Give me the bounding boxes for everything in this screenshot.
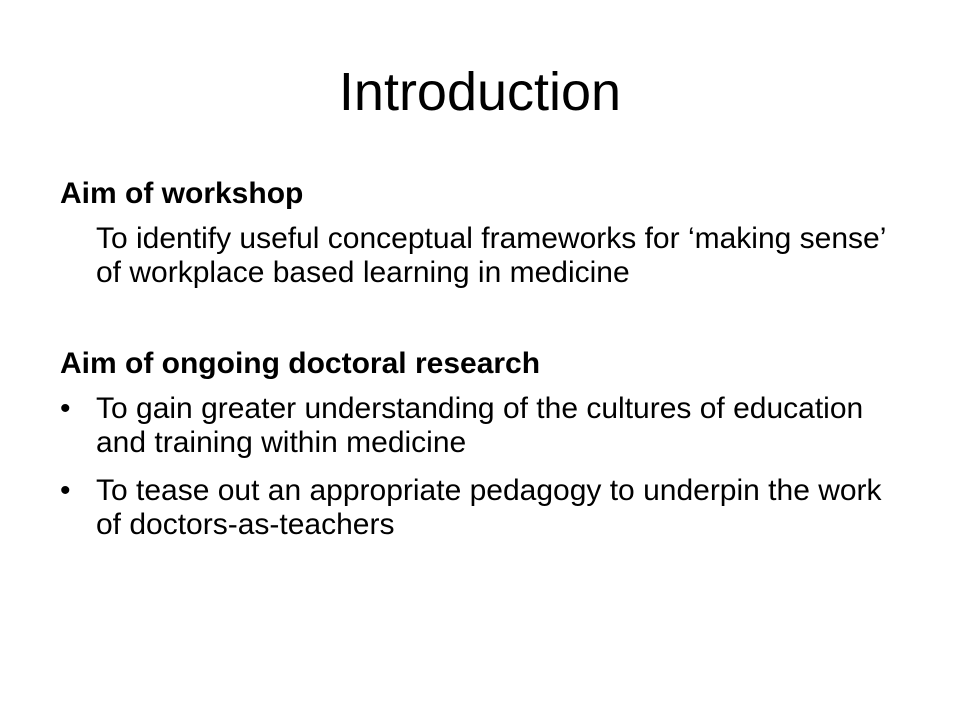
bullet-item <box>60 392 910 460</box>
section-workshop-aim <box>60 172 910 290</box>
section-heading: Aim of workshop <box>60 177 304 210</box>
section-research-aim <box>60 342 910 542</box>
bullet-text: To gain greater understanding of the cultures of education and training within medicine <box>96 392 864 459</box>
bullet-text: To tease out an appropriate pedagogy to underpin the work of doctors-as-teachers <box>96 474 882 541</box>
slide-body <box>60 172 910 556</box>
bullet-list <box>60 392 910 542</box>
bullet-icon: • <box>60 392 71 425</box>
section-heading: Aim of ongoing doctoral research <box>60 347 541 380</box>
bullet-item <box>60 474 910 542</box>
bullet-icon: • <box>60 474 71 507</box>
slide-title: Introduction <box>338 62 622 122</box>
section-text: To identify useful conceptual frameworks for ‘making sense’ of workplace based learning in medicine <box>96 222 886 289</box>
